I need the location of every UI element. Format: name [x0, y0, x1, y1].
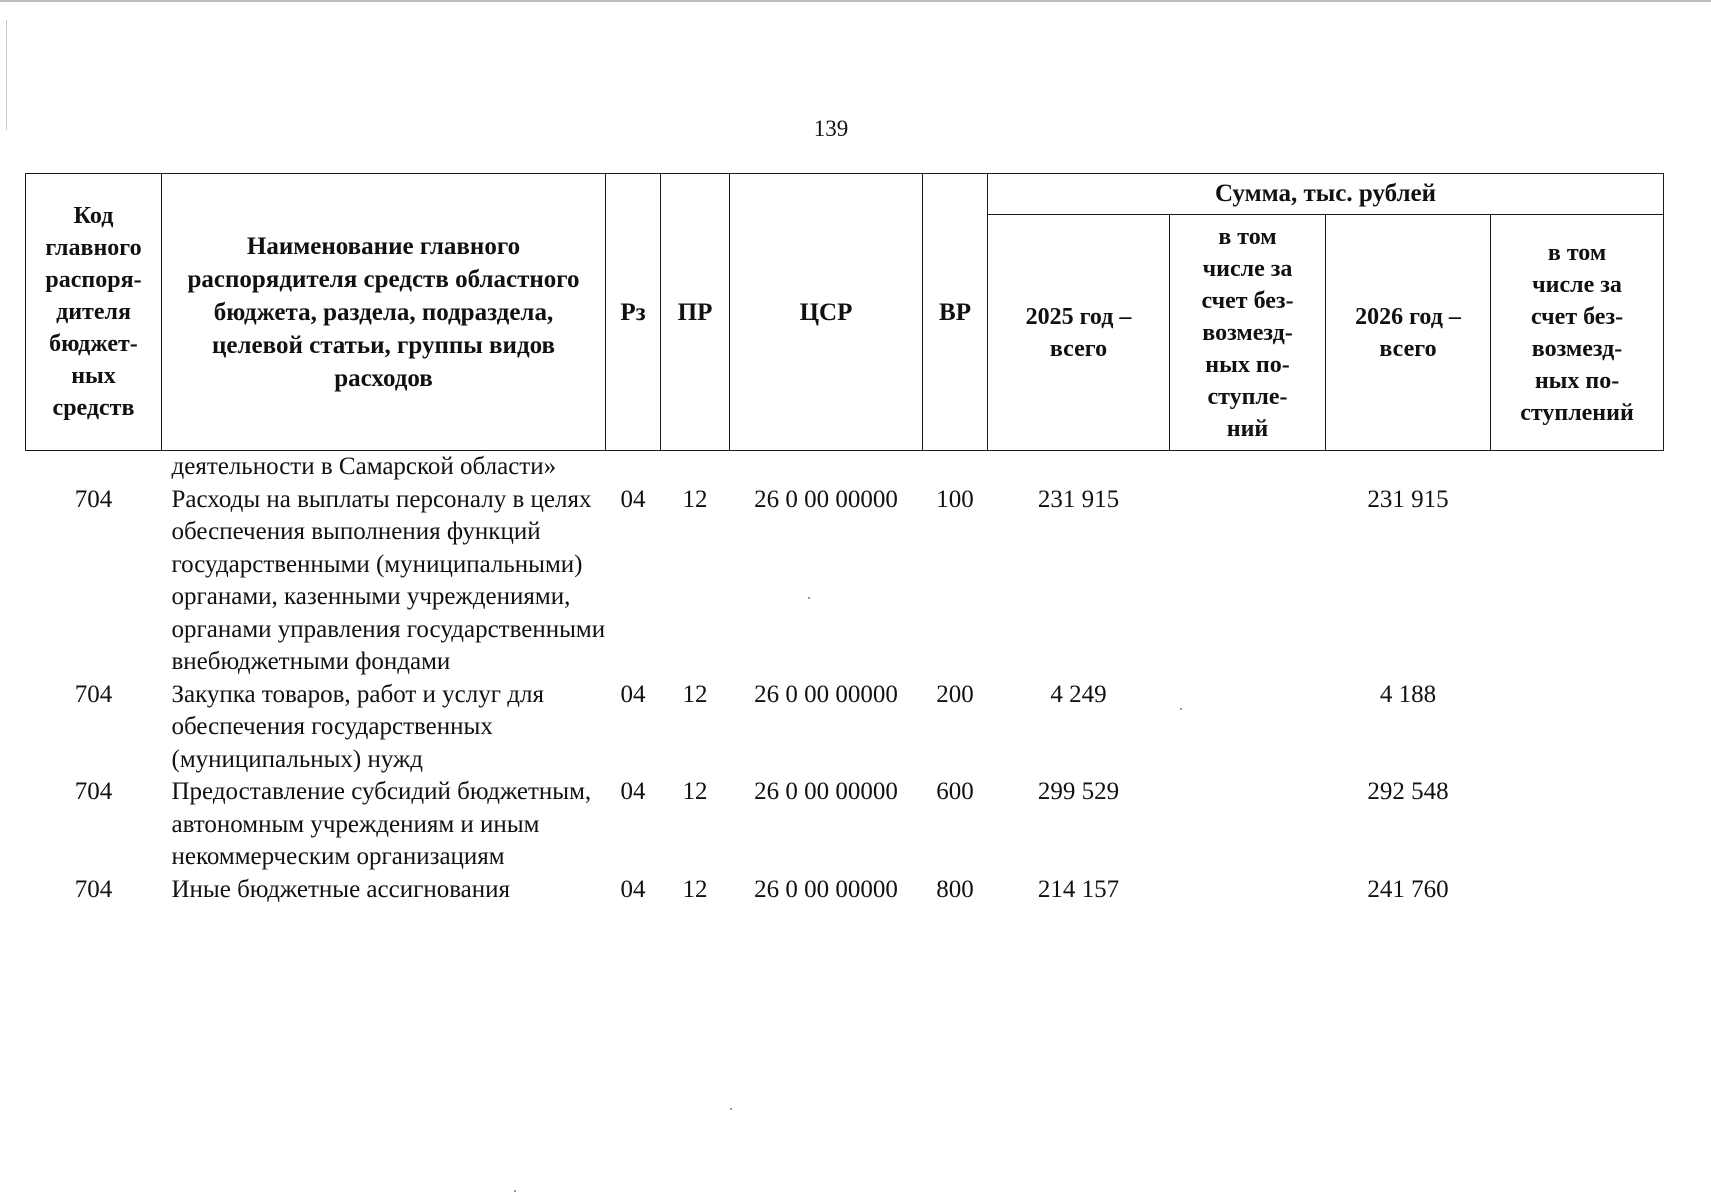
cell-rz: 04: [620, 778, 646, 805]
header-2026-grants: в том числе за счет без-возмезд-ных по-ступлений: [1491, 215, 1664, 451]
cell-y2026-grants: [1491, 484, 1664, 679]
budget-table: [25, 173, 1664, 906]
scan-speck: [730, 1108, 732, 1110]
scan-edge-left: [6, 20, 7, 130]
header-vr: ВР: [923, 174, 988, 451]
scan-speck: [808, 597, 810, 599]
cell-name: деятельности в Самарской области»: [171, 453, 557, 480]
header-2025-total: 2025 год – всего: [988, 215, 1170, 451]
cell-vr: [923, 451, 988, 484]
table-row: [26, 874, 1664, 907]
cell-pr: 12: [682, 875, 708, 903]
cell-vr: 800: [936, 875, 974, 903]
cell-y2026-grants: [1491, 451, 1664, 484]
header-2025-grants: в том числе за счет без-возмезд-ных по-ступле-ний: [1170, 215, 1326, 451]
header-2026-total: 2026 год – всего: [1326, 215, 1491, 451]
cell-pr: [661, 451, 730, 484]
cell-y2025-grants: [1170, 679, 1326, 777]
cell-code: [26, 451, 162, 484]
cell-y2025-total: 299 529: [1037, 778, 1120, 805]
cell-y2026-grants: [1491, 776, 1664, 874]
cell-pr: 12: [682, 680, 708, 708]
cell-pr: 12: [682, 778, 708, 805]
cell-csr: 26 0 00 00000: [754, 875, 898, 903]
cell-y2025-grants: [1170, 776, 1326, 874]
cell-y2025-total: 4 249: [1050, 680, 1107, 708]
header-csr: ЦСР: [730, 174, 923, 451]
page-number: 139: [813, 116, 849, 141]
cell-y2026-total: 292 548: [1367, 778, 1449, 805]
cell-vr: 200: [936, 680, 974, 708]
cell-code: 704: [74, 485, 113, 513]
table-header: [26, 174, 1664, 451]
cell-y2025-total: 214 157: [1037, 875, 1120, 903]
cell-y2025-total: [988, 451, 1170, 484]
cell-y2026-grants: [1491, 679, 1664, 777]
header-code: Код главного распоря-дителя бюджет-ных средств: [26, 174, 162, 451]
cell-y2026-total: [1326, 451, 1491, 484]
scan-speck: [1180, 708, 1182, 710]
cell-code: 704: [74, 875, 113, 903]
cell-rz: [606, 451, 661, 484]
scan-edge-top: [0, 0, 1711, 2]
cell-y2025-grants: [1170, 484, 1326, 679]
cell-vr: 100: [936, 485, 974, 513]
table-row: [26, 451, 1664, 484]
cell-name: Закупка товаров, работ и услуг для обеспечения государственных (муниципальных) нужд: [171, 680, 544, 773]
cell-name: Расходы на выплаты персоналу в целях обеспечения выполнения функций государственными (муниципальными) органами, казенными учреждениями, органами управления государственными внебюджетными фондами: [171, 485, 606, 675]
cell-code: 704: [74, 680, 113, 708]
cell-csr: [730, 451, 923, 484]
header-pr: ПР: [661, 174, 730, 451]
header-name: Наименование главного распорядителя средств областного бюджета, раздела, подраздела, целевой статьи, группы видов расходов: [162, 174, 606, 451]
cell-y2025-total: 231 915: [1037, 485, 1120, 513]
cell-csr: 26 0 00 00000: [754, 680, 898, 708]
cell-y2026-total: 241 760: [1367, 875, 1449, 903]
cell-pr: 12: [682, 485, 708, 513]
cell-y2026-total: 231 915: [1367, 485, 1449, 513]
cell-y2026-grants: [1491, 874, 1664, 907]
table-row: [26, 776, 1664, 874]
cell-code: 704: [74, 778, 113, 805]
cell-vr: 600: [936, 778, 974, 805]
header-rz: Рз: [606, 174, 661, 451]
cell-rz: 04: [620, 680, 646, 708]
table-body: [26, 451, 1664, 907]
cell-name: Иные бюджетные ассигнования: [171, 875, 511, 903]
table-row: [26, 484, 1664, 679]
cell-y2025-grants: [1170, 874, 1326, 907]
cell-y2025-grants: [1170, 451, 1326, 484]
cell-rz: 04: [620, 875, 646, 903]
cell-csr: 26 0 00 00000: [754, 485, 898, 513]
cell-csr: 26 0 00 00000: [754, 778, 898, 805]
cell-name: Предоставление субсидий бюджетным, автономным учреждениям и иным некоммерческим организациям: [171, 778, 592, 870]
table-row: [26, 679, 1664, 777]
scan-speck: [514, 1190, 516, 1192]
cell-rz: 04: [620, 485, 646, 513]
header-sum-group: Сумма, тыс. рублей: [988, 174, 1664, 215]
cell-y2026-total: 4 188: [1379, 680, 1437, 708]
